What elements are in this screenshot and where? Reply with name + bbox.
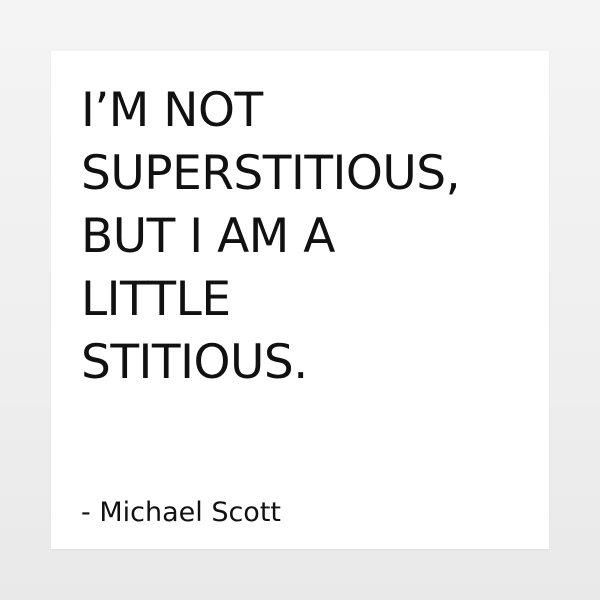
quote-line-3: BUT I AM A <box>81 209 335 264</box>
quote-line-4: LITTLE <box>81 272 231 327</box>
quote-text <box>81 79 460 394</box>
poster-card <box>51 51 549 549</box>
quote-line-1: I’M NOT <box>81 83 263 138</box>
quote-line-5: STITIOUS. <box>81 335 308 390</box>
quote-line-2: SUPERSTITIOUS, <box>81 146 461 201</box>
quote-attribution: - Michael Scott <box>81 497 281 528</box>
